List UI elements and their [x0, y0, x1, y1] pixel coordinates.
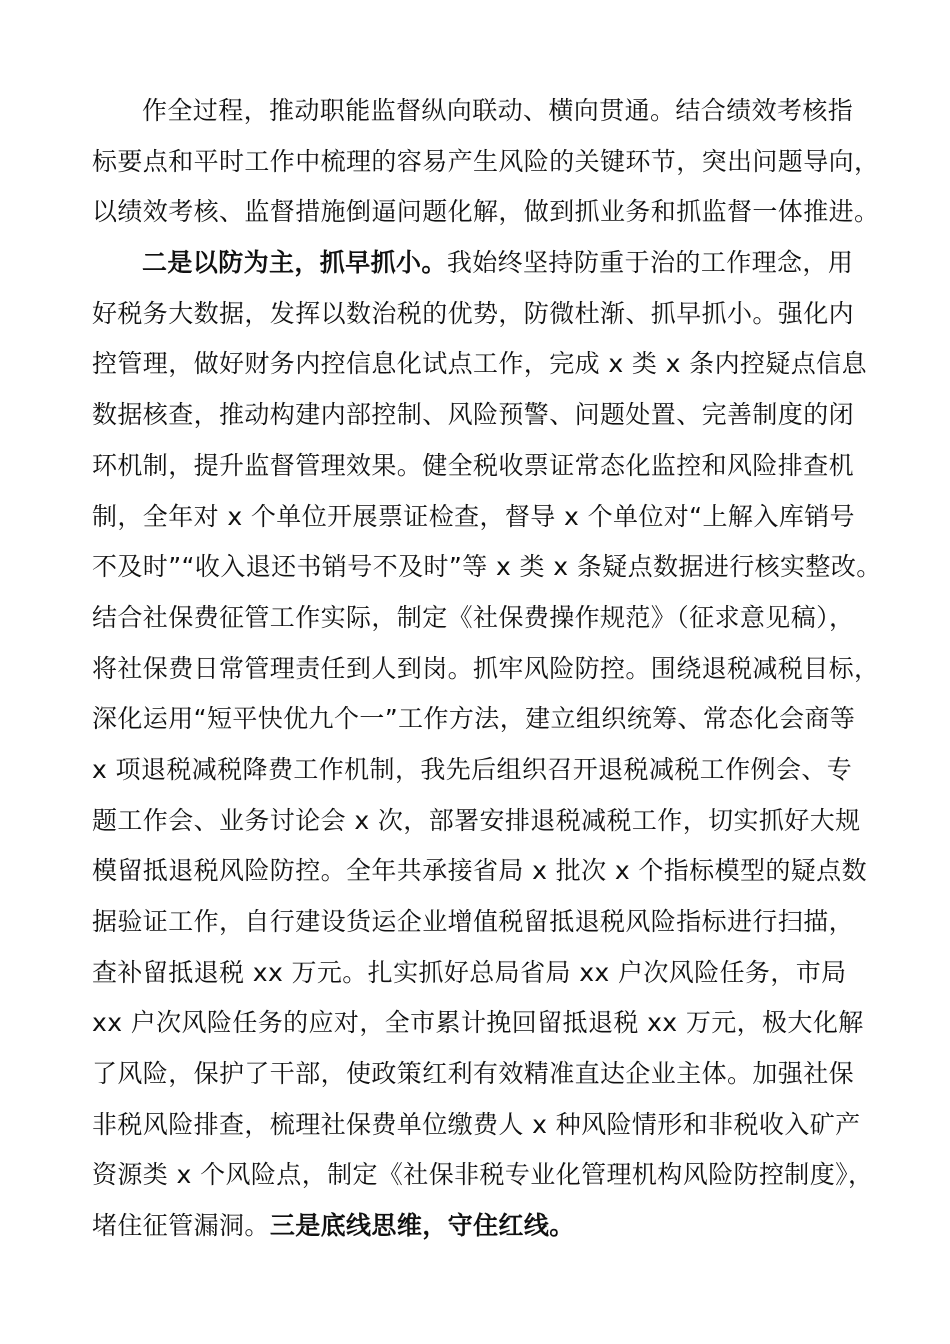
text-line — [92, 492, 882, 543]
text-segment: 非税风险排查，梳理社保费单位缴费人 x 种风险情形和非税收入矿产 — [92, 1109, 861, 1139]
text-line — [92, 745, 882, 796]
text-segment: 将社保费日常管理责任到人到岗。抓牢风险防控。围绕退税减税目标， — [92, 653, 880, 683]
text-segment: 查补留抵退税 xx 万元。扎实抓好总局省局 xx 户次风险任务，市局 — [92, 957, 847, 987]
text-segment: 模留抵退税风险防控。全年共承接省局 x 批次 x 个指标模型的疑点数 — [92, 856, 867, 886]
text-segment: 制，全年对 x 个单位开展票证检查，督导 x 个单位对“上解入库销号 — [92, 501, 855, 531]
text-line — [92, 1150, 882, 1201]
text-segment: 以绩效考核、监督措施倒逼问题化解，做到抓业务和抓监督一体推进。 — [92, 197, 880, 227]
text-segment: 环机制，提升监督管理效果。健全税收票证常态化监控和风险排查机 — [92, 450, 855, 480]
text-segment: 结合社保费征管工作实际，制定《社保费操作规范》（征求意见稿）， — [92, 602, 855, 632]
text-line — [92, 998, 882, 1049]
text-line — [92, 86, 882, 137]
text-line — [92, 796, 882, 847]
text-segment: 好税务大数据，发挥以数治税的优势，防微杜渐、抓早抓小。强化内 — [92, 298, 855, 328]
text-segment: x 项退税减税降费工作机制，我先后组织召开退税减税工作例会、专 — [92, 754, 853, 784]
text-segment: 深化运用“短平快优九个一”工作方法，建立组织统筹、常态化会商等 — [92, 704, 856, 734]
text-segment: xx 户次风险任务的应对，全市累计挽回留抵退税 xx 万元，极大化解 — [92, 1008, 864, 1038]
text-line — [92, 1100, 882, 1151]
text-segment: 作全过程，推动职能监督纵向联动、横向贯通。结合绩效考核指 — [142, 96, 854, 125]
text-line — [92, 542, 882, 593]
text-line — [92, 593, 882, 644]
text-line — [92, 948, 882, 999]
text-line — [92, 846, 882, 897]
text-line — [92, 694, 882, 745]
text-segment: 据验证工作，自行建设货运企业增值税留抵退税风险指标进行扫描， — [92, 907, 855, 936]
text-segment: 我始终坚持防重于治的工作理念，用 — [446, 248, 854, 278]
text-segment: 数据核查，推动构建内部控制、风险预警、问题处置、完善制度的闭 — [92, 400, 855, 430]
text-line — [92, 1201, 882, 1252]
text-segment: 标要点和平时工作中梳理的容易产生风险的关键环节，突出问题导向， — [92, 146, 880, 176]
text-line — [92, 187, 882, 238]
text-segment: 了风险，保护了干部，使政策红利有效精准直达企业主体。加强社保 — [92, 1059, 855, 1089]
text-segment: 不及时”“收入退还书销号不及时”等 x 类 x 条疑点数据进行核实整改。 — [92, 552, 882, 582]
text-segment: 堵住征管漏洞。 — [92, 1211, 270, 1241]
text-line — [92, 441, 882, 492]
text-line — [92, 238, 882, 289]
text-line — [92, 390, 882, 441]
text-segment: 题工作会、业务讨论会 x 次，部署安排退税减税工作，切实抓好大规 — [92, 805, 861, 835]
text-line — [92, 339, 882, 390]
text-line — [92, 897, 882, 948]
bold-heading-segment: 三是底线思维，守住红线。 — [269, 1211, 575, 1241]
text-line — [92, 137, 882, 188]
document-body — [92, 86, 882, 1252]
text-line — [92, 1049, 882, 1100]
text-segment: 控管理，做好财务内控信息化试点工作，完成 x 类 x 条内控疑点信息 — [92, 349, 867, 379]
text-line — [92, 289, 882, 340]
text-line — [92, 644, 882, 695]
bold-heading-segment: 二是以防为主，抓早抓小。 — [142, 248, 447, 278]
text-segment: 资源类 x 个风险点，制定《社保非税专业化管理机构风险防控制度》， — [92, 1160, 874, 1190]
